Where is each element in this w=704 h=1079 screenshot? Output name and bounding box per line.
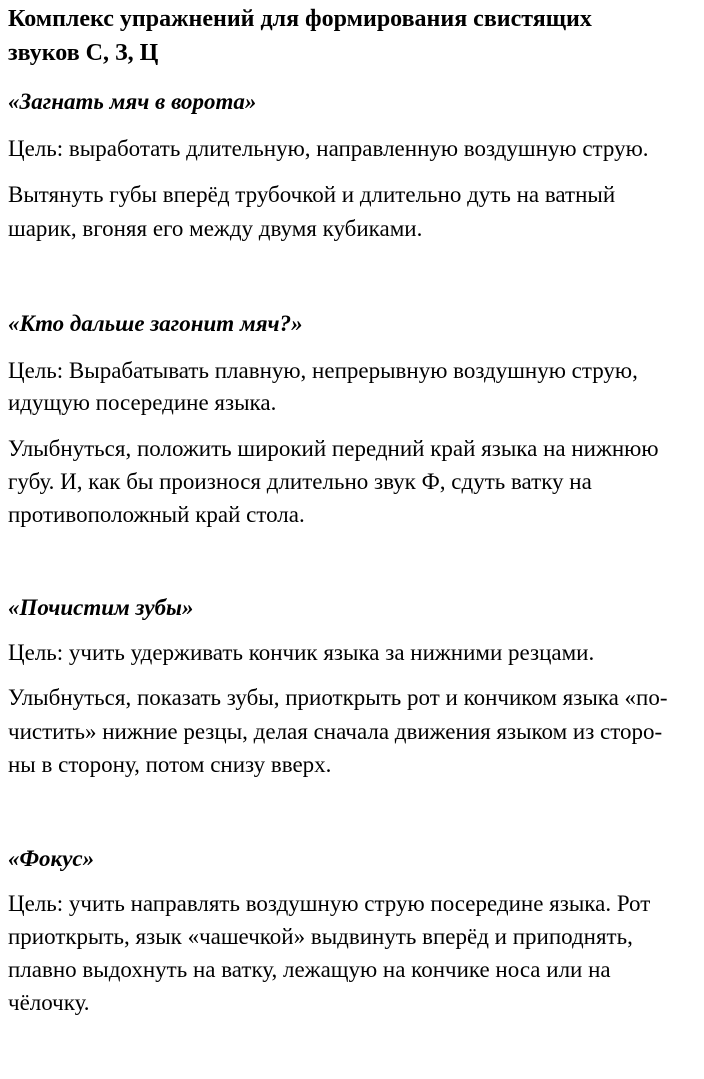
exercise-2-text-line-2: губу. И, как бы произнося длительно звук Ф, сдуть ватку на: [8, 469, 592, 494]
exercise-1-text-line-1: Вытянуть губы вперёд трубочкой и длительно дуть на ватный: [8, 182, 616, 207]
exercise-2-goal-line-1: Цель: Вырабатывать плавную, непрерывную воздушную струю,: [8, 358, 638, 383]
exercise-1-text-line-2: шарик, вгоняя его между двумя кубиками.: [8, 216, 423, 241]
exercise-2-goal-line-2: идущую посередине языка.: [8, 390, 277, 415]
exercise-4-goal-line-4: чёлочку.: [8, 990, 90, 1015]
exercise-3-text-line-1: Улыбнуться, показать зубы, приоткрыть рот и кончиком языка «по-: [8, 685, 668, 710]
exercise-4-goal-line-1: Цель: учить направлять воздушную струю посередине языка. Рот: [8, 891, 651, 916]
title-line-2: звуков С, З, Ц: [8, 40, 159, 66]
exercise-3-text-line-2: чистить» нижние резцы, делая сначала движения языком из сторо-: [8, 719, 663, 744]
exercise-4-title: «Фокус»: [8, 846, 95, 871]
title-line-1: Комплекс упражнений для формирования свистящих: [8, 6, 592, 32]
exercise-3-title: «Почистим зубы»: [8, 595, 194, 620]
exercise-4-goal-line-3: плавно выдохнуть на ватку, лежащую на кончике носа или на: [8, 957, 611, 982]
exercise-4-goal-line-2: приоткрыть, язык «чашечкой» выдвинуть вперёд и приподнять,: [8, 924, 633, 949]
exercise-3-text-line-3: ны в сторону, потом снизу вверх.: [8, 752, 332, 777]
exercise-1-title: «Загнать мяч в ворота»: [8, 89, 257, 114]
exercise-3-goal-line-1: Цель: учить удерживать кончик языка за нижними резцами.: [8, 640, 595, 665]
exercise-1-goal-line-1: Цель: выработать длительную, направленную воздушную струю.: [8, 136, 649, 161]
exercise-2-title: «Кто дальше загонит мяч?»: [8, 311, 303, 336]
exercise-2-text-line-3: противоположный край стола.: [8, 502, 305, 527]
exercise-2-text-line-1: Улыбнуться, положить широкий передний край языка на нижнюю: [8, 436, 659, 461]
